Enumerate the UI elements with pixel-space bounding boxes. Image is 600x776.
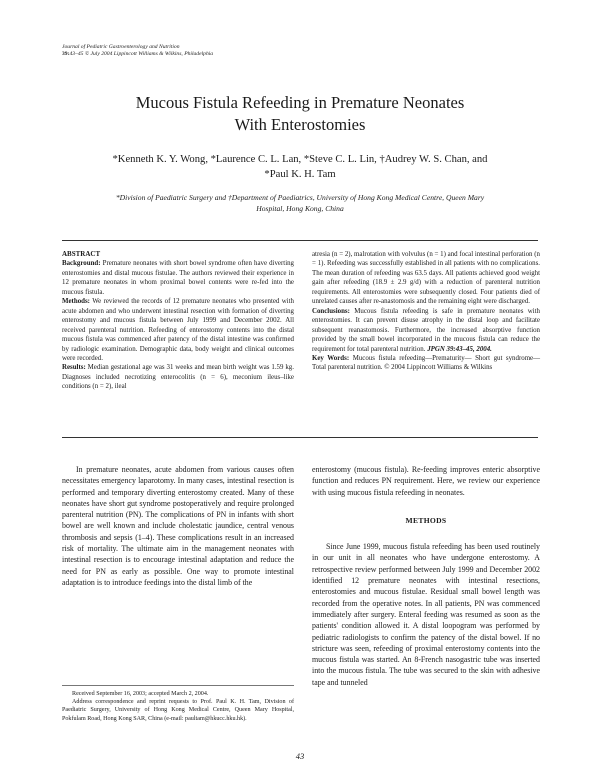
abstract-background <box>62 259 294 297</box>
journal-citation-text: 43–45 © July 2004 Lippincott Williams & Wilkins, Philadelphia <box>69 51 214 57</box>
journal-volume: 39: <box>62 51 70 57</box>
abstract-left-column <box>62 250 294 392</box>
intro-continued: enterostomy (mucous fistula). Re-feeding improves enteric absorptive function and reduces PN requirement. Here, we review our experience with using mucous fistula refeeding in neonates. <box>312 465 540 497</box>
affiliation-line-2: Hospital, Hong Kong, China <box>256 203 344 213</box>
methods-paragraph: Since June 1999, mucous fistula refeeding has been used routinely in our unit in all neonates who have undergone enterostomy. A retrospective review performed between July 1999 and December 2002 identified 12 premature neonates with intestinal resections, enterostomies and mucous fistulae. Residual small bowel length was recorded from the operative notes. In all patients, PN was commenced immediately after surgery. Enteral feeding was resumed as soon as the patients' condition allowed it. A distal loopogram was performed by pediatric radiologists to confirm the patency of the distal bowel. If no stricture was seen, refeeding of proximal enterostomy contents into the mucous fistula was started. An 8-French nasogastric tube was inserted into the mucous fistula. The tube was secured to the skin with adhesive tape and tunneled <box>312 542 540 687</box>
affiliation <box>70 193 530 214</box>
footnote-received: Received September 16, 2003; accepted March 2, 2004. <box>72 691 209 697</box>
methods-text: We reviewed the records of 12 premature neonates who presented with acute abdomen and who underwent intestinal resection with formation of diverting enterostomy and mucous fistula between July 1999 and December 2002. All received parenteral nutrition. Refeeding of enterostomy contents into the distal mucous fistula was commenced after patency of the distal intestine was confirmed by radiologic examination. Demographic data, body weight and clinical outcomes were recorded. <box>62 298 294 362</box>
title-line-1: Mucous Fistula Refeeding in Premature Neonates <box>135 93 465 112</box>
footnote <box>62 690 294 723</box>
keywords-label: Key Words: <box>312 354 350 362</box>
page-number: 43 <box>295 751 305 761</box>
results-text: Median gestational age was 31 weeks and mean birth weight was 1.59 kg. Diagnoses included necrotizing enterocolitis (n = 6), meconium ileus–like conditions (n = 2), ileal <box>62 364 294 391</box>
abstract-methods <box>62 297 294 363</box>
background-label: Background: <box>62 260 101 268</box>
conclusions-text: Mucous fistula refeeding is safe in premature neonates with enterostomies. It can prevent disuse atrophy in the distal loop and facilitate subsequent reanastomosis. Furthermore, the increased absorptive function provided by the small bowel incorporated in the mucous fistula can reduce the requirement for total parenteral nutrition. <box>312 307 540 353</box>
body-right-column <box>312 464 540 688</box>
intro-paragraph: In premature neonates, acute abdomen from various causes often necessitates emergency laparotomy. In many cases, intestinal resection is performed and temporary diverting enterostomy created. Many of these neonates have short gut syndrome postoperatively and require prolonged parenteral nutrition (PN). The complications of PN in infants with short bowel are well known and include cholestatic jaundice, central venous thrombosis and sepsis (1–4). These complications result in an increased risk of mortality. The ultimate aim in the management neonates with intestinal resection is to encourage intestinal adaptation and reduce the need for PN as early as possible. One way to promote intestinal adaptation is to introduce feedings into the distal limb of the <box>62 465 294 587</box>
abstract-citation: JPGN 39:43–45, 2004. <box>427 345 492 353</box>
authors-line-1: *Kenneth K. Y. Wong, *Laurence C. L. Lan, *Steve C. L. Lin, †Audrey W. S. Chan, and <box>112 154 488 165</box>
abstract-bottom-rule <box>62 437 538 438</box>
methods-label: Methods: <box>62 298 90 306</box>
journal-name: Journal of Pediatric Gastroenterology and Nutrition <box>62 44 180 50</box>
author-list <box>70 152 530 182</box>
abstract-results-continued: atresia (n = 2), malrotation with volvulus (n = 1) and focal intestinal perforation (n = 1). Refeeding was successfully established in all patients with no complications. The mean duration of refeeding was 63.5 days. All patients achieved good weight gain after refeeding (18.9 ± 2.9 g/d) with a reduction of parenteral nutrition requirements. All enterostomies were subsequently closed. Four patients died of unrelated causes after re-anastomosis and the remaining eight were discharged. <box>312 251 540 306</box>
conclusions-label: Conclusions: <box>312 307 350 315</box>
keywords-text: Mucous fistula refeeding—Prematurity— Short gut syndrome—Total parenteral nutrition. © 2004 Lippincott Williams & Wilkins <box>312 354 540 372</box>
background-text: Premature neonates with short bowel syndrome often have diverting enterostomies and distal mucous fistulae. The authors reviewed their experience in 12 premature neonates in whom proximal bowel contents were re-fed into the mucous fistula. <box>62 260 294 296</box>
article-title <box>60 92 540 136</box>
abstract-heading: ABSTRACT <box>62 250 101 258</box>
journal-citation <box>62 51 213 58</box>
footnote-correspondence: Address correspondence and reprint requests to Prof. Paul K. H. Tam, Division of Paediatric Surgery, University of Hong Kong Medical Centre, Queen Mary Hospital, Pokfulam Road, Hong Kong SAR, China (e-mail: paultam@hkucc.hku.hk). <box>62 699 294 722</box>
abstract-results <box>62 363 294 391</box>
results-label: Results: <box>62 364 86 372</box>
body-left-column <box>62 464 294 588</box>
authors-line-2: *Paul K. H. Tam <box>264 169 336 180</box>
abstract-top-rule <box>62 240 538 241</box>
abstract-keywords <box>312 354 540 373</box>
methods-heading: METHODS <box>405 515 447 525</box>
affiliation-line-1: *Division of Paediatric Surgery and †Department of Paediatrics, University of Hong Kong Medical Centre, Queen Mary <box>115 193 485 202</box>
abstract-right-column <box>312 250 540 373</box>
abstract-conclusions <box>312 307 540 354</box>
title-line-2: With Enterostomies <box>234 115 366 134</box>
journal-header <box>62 44 213 58</box>
footnote-rule <box>62 685 294 686</box>
